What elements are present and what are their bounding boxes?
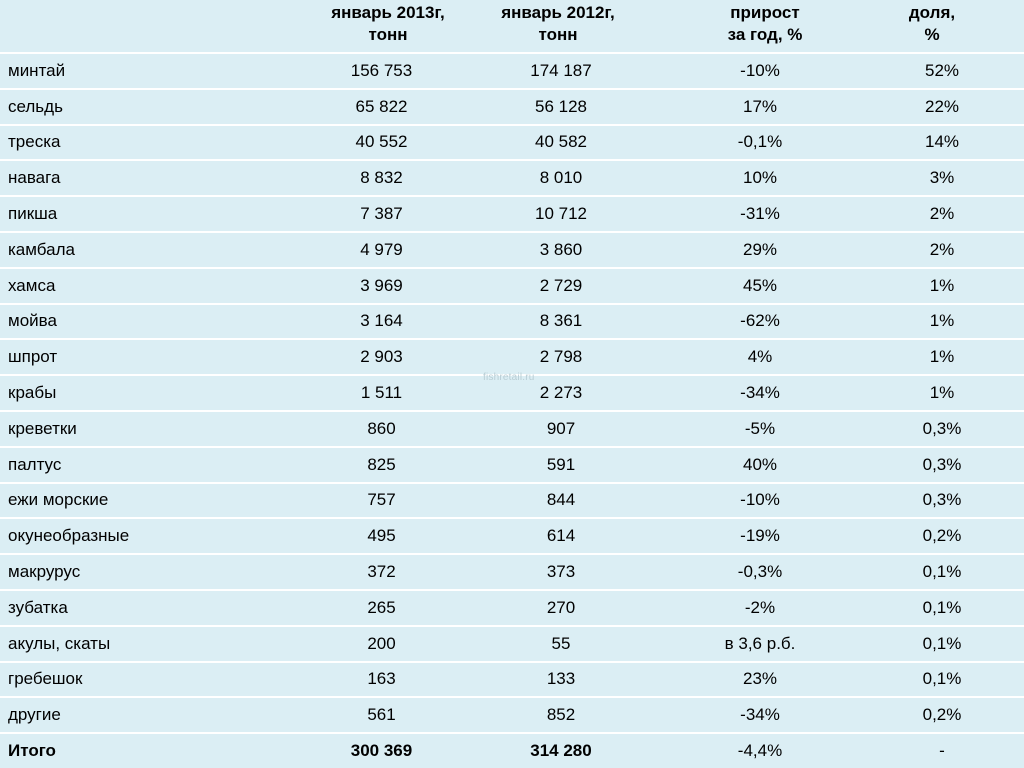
cell-share: 1% (840, 268, 1024, 304)
cell-jan-2013: 3 969 (250, 268, 480, 304)
header-growth-line2: за год, % (727, 25, 803, 44)
cell-jan-2013: 757 (250, 483, 480, 519)
cell-share: 0,3% (840, 447, 1024, 483)
cell-jan-2013: 7 387 (250, 196, 480, 232)
cell-jan-2012: 10 712 (480, 196, 630, 232)
cell-jan-2012: 55 (480, 626, 630, 662)
cell-jan-2013: 65 822 (250, 89, 480, 125)
header-jan-2013-line2: тонн (368, 25, 408, 44)
cell-share: 0,1% (840, 626, 1024, 662)
cell-growth: 45% (630, 268, 840, 304)
cell-share: 14% (840, 125, 1024, 161)
header-jan-2012-line1: январь 2012г, (501, 3, 615, 22)
cell-species: креветки (0, 411, 250, 447)
cell-species: крабы (0, 375, 250, 411)
cell-jan-2012: 8 361 (480, 304, 630, 340)
watermark: fishretail.ru (483, 372, 535, 383)
cell-jan-2013: 561 (250, 697, 480, 733)
cell-growth: 17% (630, 89, 840, 125)
header-jan-2012-line2: тонн (538, 25, 578, 44)
cell-jan-2013: 156 753 (250, 53, 480, 89)
cell-jan-2013: 200 (250, 626, 480, 662)
cell-jan-2012: 373 (480, 554, 630, 590)
table-row (0, 662, 1024, 698)
total-cell-jan-2012: 314 280 (530, 741, 592, 761)
header-share (840, 0, 1024, 53)
table-row (0, 554, 1024, 590)
table-body (0, 53, 1024, 768)
table-row (0, 160, 1024, 196)
header-share-line2: % (924, 25, 940, 44)
cell-share: 2% (840, 232, 1024, 268)
cell-growth: -19% (630, 518, 840, 554)
cell-growth: -34% (630, 697, 840, 733)
table-row (0, 268, 1024, 304)
cell-jan-2012: 591 (480, 447, 630, 483)
cell-share: 22% (840, 89, 1024, 125)
cell-share: 0,2% (840, 518, 1024, 554)
cell-jan-2013: 1 511 (250, 375, 480, 411)
cell-jan-2013: 372 (250, 554, 480, 590)
total-cell-jan-2013: 300 369 (350, 741, 413, 761)
cell-growth: -31% (630, 196, 840, 232)
cell-growth: -2% (630, 590, 840, 626)
cell-species: зубатка (0, 590, 250, 626)
cell-jan-2012: 2 798 (480, 339, 630, 375)
cell-jan-2012: 270 (480, 590, 630, 626)
cell-species: хамса (0, 268, 250, 304)
cell-growth: 40% (630, 447, 840, 483)
cell-growth: 29% (630, 232, 840, 268)
cell-species: палтус (0, 447, 250, 483)
cell-growth: -10% (630, 483, 840, 519)
table-header (0, 0, 1024, 53)
cell-species: треска (0, 125, 250, 161)
cell-growth: 10% (630, 160, 840, 196)
total-cell-share: - (939, 741, 945, 761)
cell-jan-2012: 2 273 (480, 375, 630, 411)
cell-growth: 23% (630, 662, 840, 698)
table-row (0, 125, 1024, 161)
table-row (0, 518, 1024, 554)
total-cell-growth: -4,4% (737, 741, 783, 761)
header-share-line1: доля, (908, 3, 956, 22)
cell-species: окунеобразные (0, 518, 250, 554)
cell-jan-2013: 860 (250, 411, 480, 447)
cell-species: минтай (0, 53, 250, 89)
cell-share: 0,1% (840, 554, 1024, 590)
cell-growth: в 3,6 р.б. (630, 626, 840, 662)
table-row (0, 411, 1024, 447)
cell-species: гребешок (0, 662, 250, 698)
header-name (0, 0, 250, 53)
table-row (0, 89, 1024, 125)
total-row (0, 733, 1024, 768)
cell-share: 0,3% (840, 411, 1024, 447)
cell-jan-2013: 265 (250, 590, 480, 626)
cell-jan-2012: 8 010 (480, 160, 630, 196)
cell-share: 2% (840, 196, 1024, 232)
table-row (0, 590, 1024, 626)
cell-species: шпрот (0, 339, 250, 375)
cell-growth: -0,1% (630, 125, 840, 161)
cell-jan-2012: 3 860 (480, 232, 630, 268)
table-row (0, 483, 1024, 519)
total-cell-species: Итого (8, 741, 56, 761)
cell-growth: -10% (630, 53, 840, 89)
cell-species: сельдь (0, 89, 250, 125)
cell-jan-2013: 2 903 (250, 339, 480, 375)
cell-share: 1% (840, 375, 1024, 411)
cell-jan-2012: 614 (480, 518, 630, 554)
cell-jan-2012: 852 (480, 697, 630, 733)
cell-species: камбала (0, 232, 250, 268)
cell-jan-2012: 174 187 (480, 53, 630, 89)
cell-species: акулы, скаты (0, 626, 250, 662)
cell-species: макрурус (0, 554, 250, 590)
cell-share: 0,1% (840, 662, 1024, 698)
header-jan-2012 (480, 0, 630, 53)
cell-share: 52% (840, 53, 1024, 89)
cell-jan-2013: 825 (250, 447, 480, 483)
header-row (0, 0, 1024, 53)
table-row (0, 232, 1024, 268)
table-row (0, 697, 1024, 733)
cell-share: 3% (840, 160, 1024, 196)
cell-jan-2013: 163 (250, 662, 480, 698)
cell-jan-2012: 2 729 (480, 268, 630, 304)
cell-share: 0,1% (840, 590, 1024, 626)
cell-share: 1% (840, 339, 1024, 375)
cell-species: мойва (0, 304, 250, 340)
cell-jan-2012: 40 582 (480, 125, 630, 161)
cell-jan-2013: 4 979 (250, 232, 480, 268)
cell-jan-2013: 40 552 (250, 125, 480, 161)
header-jan-2013 (250, 0, 480, 53)
cell-species: ежи морские (0, 483, 250, 519)
cell-jan-2012: 133 (480, 662, 630, 698)
cell-jan-2013: 3 164 (250, 304, 480, 340)
cell-species: другие (0, 697, 250, 733)
table-row (0, 196, 1024, 232)
cell-growth: -0,3% (630, 554, 840, 590)
cell-species: пикша (0, 196, 250, 232)
cell-jan-2012: 56 128 (480, 89, 630, 125)
header-jan-2013-line1: январь 2013г, (331, 3, 445, 22)
cell-share: 0,2% (840, 697, 1024, 733)
cell-jan-2013: 8 832 (250, 160, 480, 196)
table-row (0, 53, 1024, 89)
cell-growth: -62% (630, 304, 840, 340)
cell-share: 0,3% (840, 483, 1024, 519)
cell-jan-2013: 495 (250, 518, 480, 554)
table-row (0, 447, 1024, 483)
table-row (0, 304, 1024, 340)
cell-species: навага (0, 160, 250, 196)
cell-growth: 4% (630, 339, 840, 375)
cell-share: 1% (840, 304, 1024, 340)
cell-growth: -34% (630, 375, 840, 411)
cell-jan-2012: 844 (480, 483, 630, 519)
cell-jan-2012: 907 (480, 411, 630, 447)
cell-growth: -5% (630, 411, 840, 447)
header-growth (630, 0, 840, 53)
header-growth-line1: прирост (730, 3, 800, 22)
table-row (0, 626, 1024, 662)
table-row (0, 339, 1024, 375)
